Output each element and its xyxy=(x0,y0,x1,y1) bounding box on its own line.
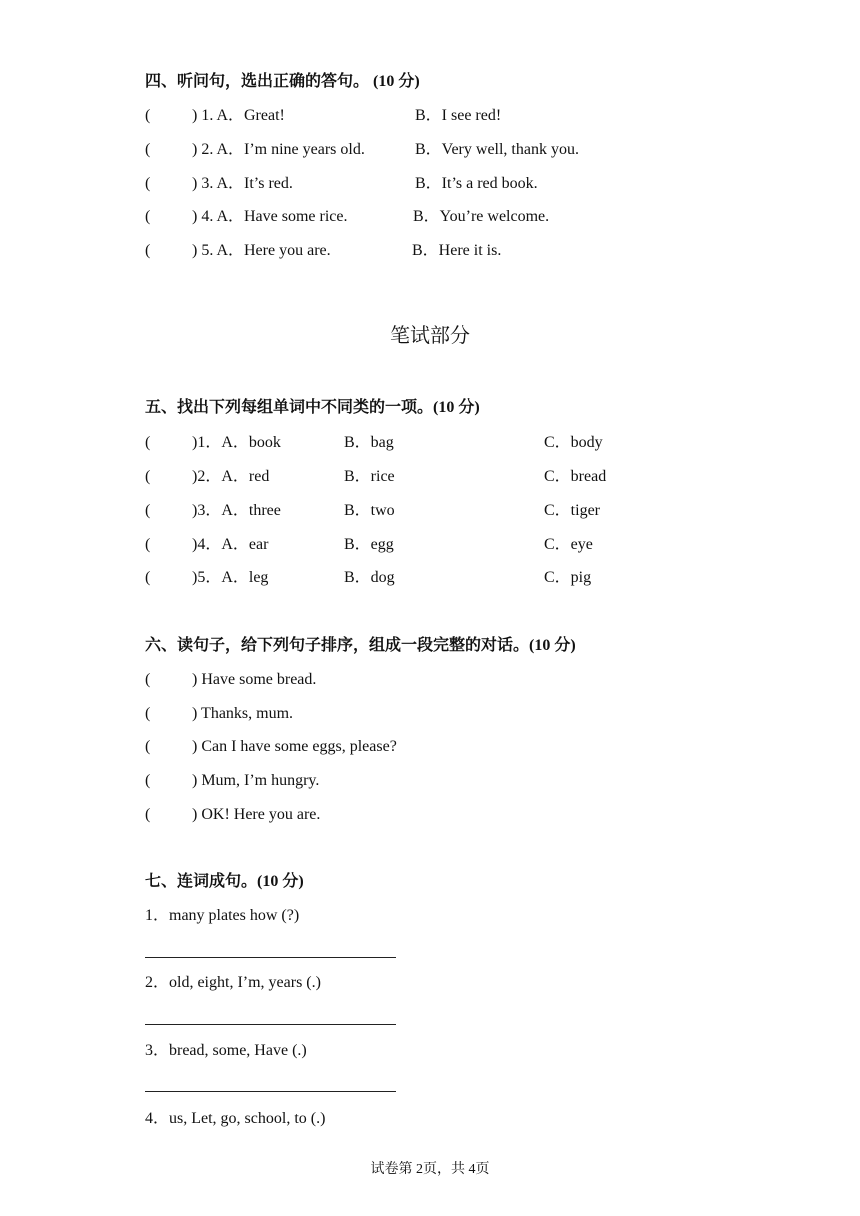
answer-paren: ( xyxy=(145,141,151,158)
option-b: B．two xyxy=(344,502,395,519)
answer-paren: ( xyxy=(145,738,151,755)
answer-paren: ( xyxy=(145,107,151,124)
answer-paren: ( xyxy=(145,536,151,553)
answer-paren: ( xyxy=(145,434,151,451)
option-a: ) 4. A．Have some rice. xyxy=(192,208,348,225)
option-a: )4．A．ear xyxy=(192,536,269,553)
answer-paren: ( xyxy=(145,208,151,225)
option-b: B．Very well, thank you. xyxy=(415,141,579,158)
answer-paren: ( xyxy=(145,772,151,789)
word-prompt: 1．many plates how (?) xyxy=(145,907,300,924)
answer-paren: ( xyxy=(145,705,151,722)
option-a: )3．A．three xyxy=(192,502,281,519)
answer-paren: ( xyxy=(145,806,151,823)
section7-heading: 七、连词成句。(10 分) xyxy=(145,873,304,890)
word-prompt: 2．old, eight, I’m, years (.) xyxy=(145,974,321,991)
option-b: B．dog xyxy=(344,569,395,586)
answer-line xyxy=(145,1091,396,1092)
option-a: ) 2. A．I’m nine years old. xyxy=(192,141,365,158)
option-a: ) 1. A．Great! xyxy=(192,107,285,124)
section4-heading: 四、听问句，选出正确的答句。 (10 分) xyxy=(145,73,420,90)
answer-paren: ( xyxy=(145,671,151,688)
word-prompt: 4．us, Let, go, school, to (.) xyxy=(145,1110,326,1127)
sentence-text: ) Have some bread. xyxy=(192,671,317,688)
option-b: B．It’s a red book. xyxy=(415,175,538,192)
sentence-text: ) Can I have some eggs, please? xyxy=(192,738,397,755)
option-a: )1．A．book xyxy=(192,434,281,451)
option-c: C．bread xyxy=(544,468,607,485)
answer-paren: ( xyxy=(145,242,151,259)
option-c: C．tiger xyxy=(544,502,600,519)
option-b: B．I see red! xyxy=(415,107,502,124)
answer-paren: ( xyxy=(145,175,151,192)
answer-paren: ( xyxy=(145,569,151,586)
sentence-text: ) Thanks, mum. xyxy=(192,705,294,722)
option-b: B．You’re welcome. xyxy=(413,208,550,225)
written-part-title: 笔试部分 xyxy=(390,325,470,347)
option-b: B．rice xyxy=(344,468,395,485)
option-a: )2．A．red xyxy=(192,468,270,485)
option-a: ) 5. A．Here you are. xyxy=(192,242,331,259)
word-prompt: 3．bread, some, Have (.) xyxy=(145,1042,307,1059)
option-a: ) 3. A．It’s red. xyxy=(192,175,293,192)
section5-heading: 五、找出下列每组单词中不同类的一项。(10 分) xyxy=(145,399,480,416)
option-c: C．body xyxy=(544,434,603,451)
answer-paren: ( xyxy=(145,502,151,519)
sentence-text: ) OK! Here you are. xyxy=(192,806,321,823)
option-c: C．eye xyxy=(544,536,593,553)
option-a: )5．A．leg xyxy=(192,569,269,586)
option-b: B．egg xyxy=(344,536,394,553)
option-b: B．Here it is. xyxy=(412,242,502,259)
sentence-text: ) Mum, I’m hungry. xyxy=(192,772,320,789)
option-b: B．bag xyxy=(344,434,394,451)
option-c: C．pig xyxy=(544,569,592,586)
page-footer: 试卷第 2页，共 4页 xyxy=(370,1162,490,1177)
section6-heading: 六、读句子，给下列句子排序，组成一段完整的对话。(10 分) xyxy=(145,637,576,654)
answer-paren: ( xyxy=(145,468,151,485)
answer-line xyxy=(145,957,396,958)
answer-line xyxy=(145,1024,396,1025)
